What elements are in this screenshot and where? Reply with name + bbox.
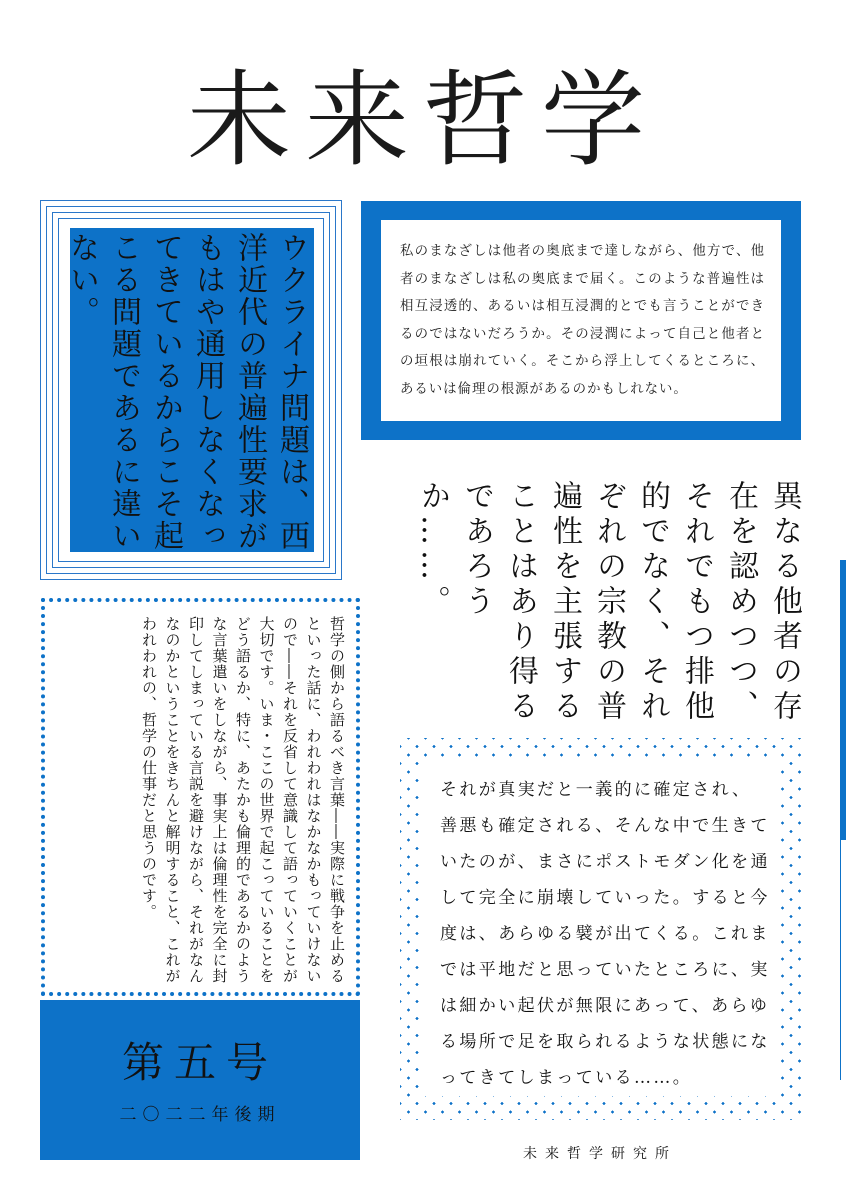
quote-ukraine-vertical: ウクライナ問題は、西洋近代の普遍性要求がもはや通用しなくなってきているからこそ起こる問題であるに違いない。: [64, 232, 309, 552]
issue-number: 第五号: [121, 1038, 278, 1087]
quote-box-gaze: [361, 201, 801, 440]
edge-tab-fill: [840, 560, 846, 840]
quote-philosophy-vertical: 哲学の側から語るべき言葉――実際に戦争を止めるといった話に、われわれはなかなかもっていけないので――それを反省して意識して語っていくことが大切です。いま・ここの世界で起こっていることをどう語るか、特に、あたかも倫理的であるかのような言葉遣いをしながら、事実上は倫理性を完全に封印してしまっている言説を避けながら、それがなんなのかということをきちんと解明すること、これがわれわれの、哲学の仕事だと思うのです。: [140, 616, 346, 984]
page-title: 未来哲学: [186, 59, 659, 181]
quote-truth-text: それが真実だと一義的に確定され、善悪も確定される、そんな中で生きていたのが、まさにポストモダン化を通して完全に崩壊していった。すると今度は、あらゆる襞が出てくる。これまでは平地だと思っていたところに、実は細かい起伏が無限にあって、あらゆる場所で足を取られるような状態になってきてしまっている……。: [440, 780, 770, 1088]
quote-gaze-text: 私のまなざしは他者の奥底まで達しながら、他方で、他者のまなざしは私の奥底まで届く。このような普遍性は相互浸透的、あるいは相互浸潤的とでも言うことができるのではないだろうか。その浸潤によって自己と他者との垣根は崩れていく。そこから浮上してくるところに、あるいは倫理の根源があるのかもしれない。: [381, 220, 781, 421]
issue-period: 二〇二二年後期: [119, 1105, 281, 1125]
quote-other-vertical: 異なる他者の存在を認めつつ、それでもつ排他的でなく、それぞれの宗教の普遍性を主張することはあり得るであろうか……。: [415, 480, 802, 725]
publisher-name: 未来哲学研究所: [523, 1146, 677, 1162]
